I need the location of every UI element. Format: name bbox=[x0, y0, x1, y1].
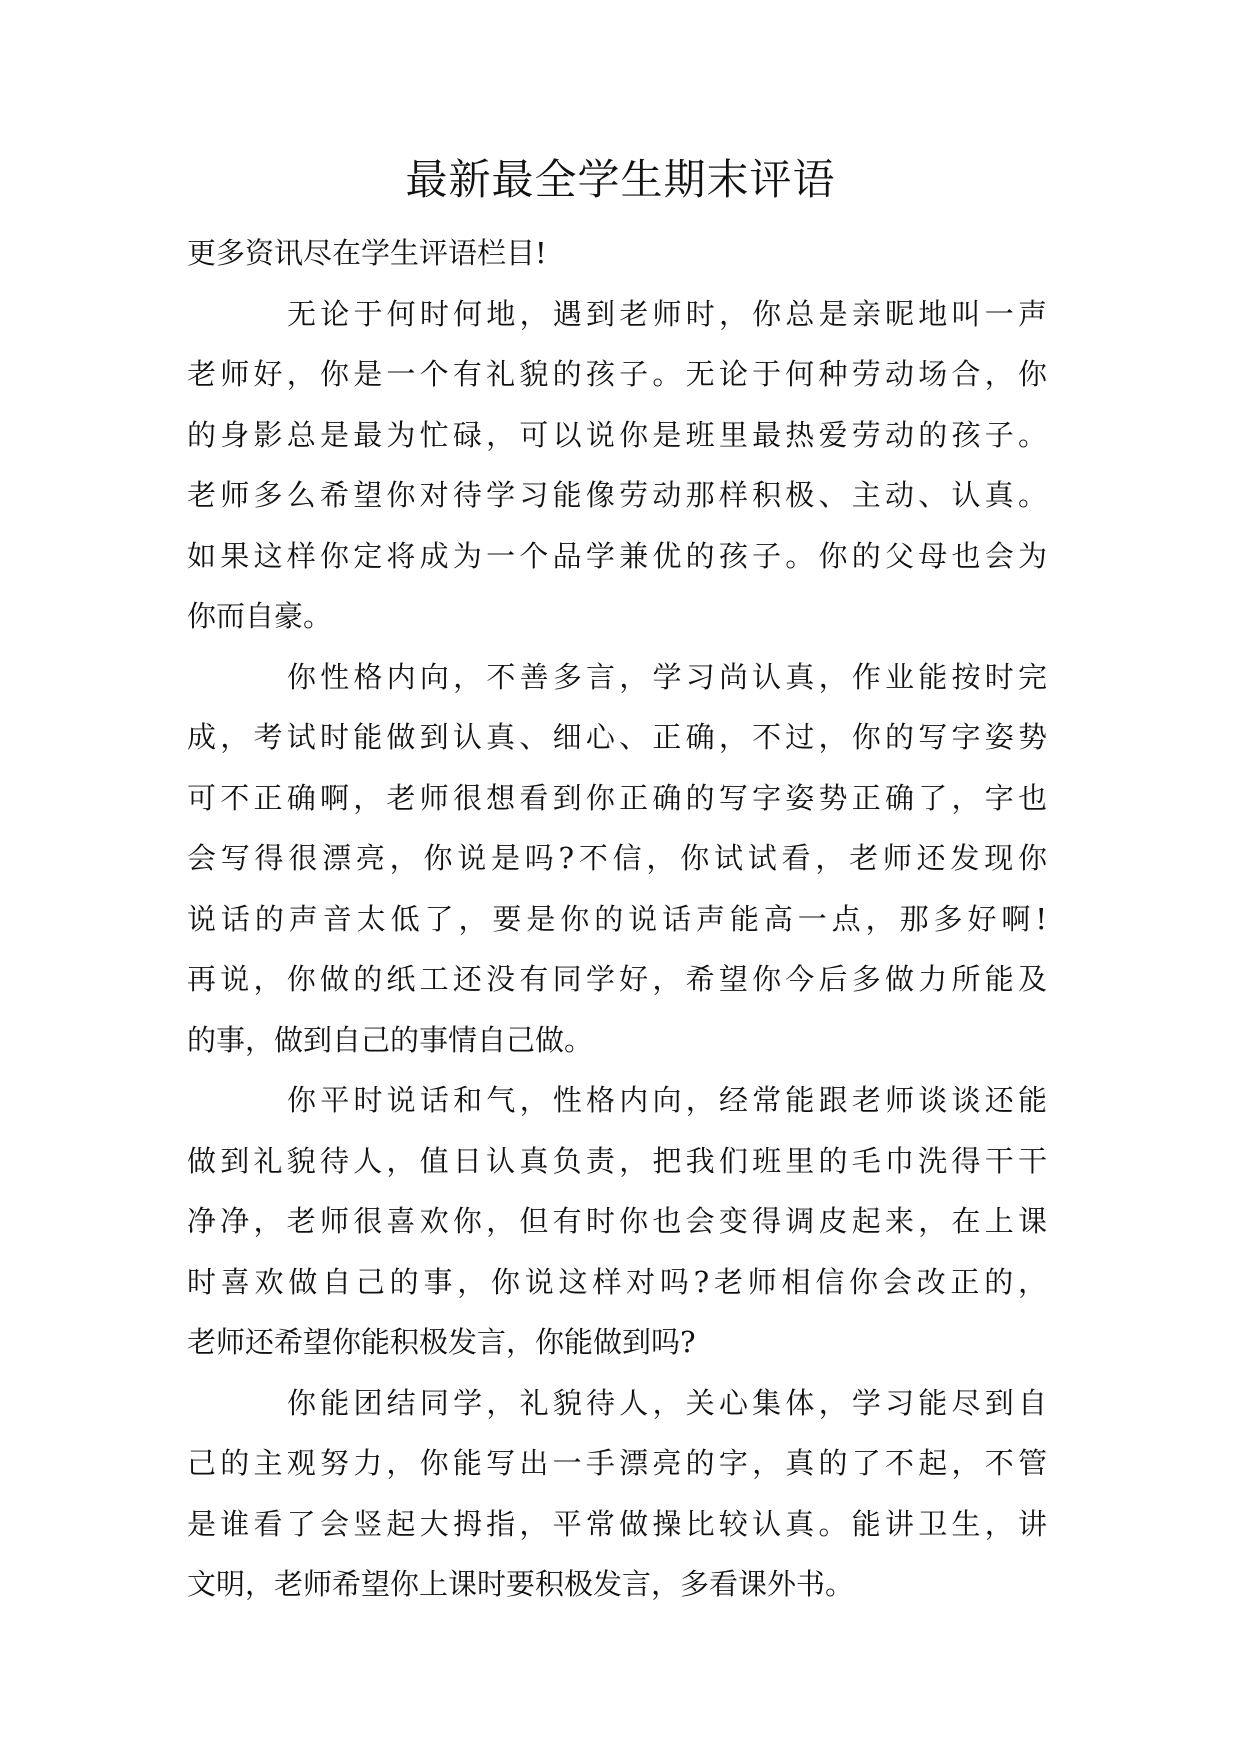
paragraph bbox=[187, 647, 1047, 1071]
paragraph-line: 可不正确啊，老师很想看到你正确的写字姿势正确了，字也 bbox=[187, 780, 1047, 815]
paragraph-line: 你性格内向，不善多言，学习尚认真，作业能按时完 bbox=[287, 659, 1047, 694]
paragraph-line: 说话的声音太低了，要是你的说话声能高一点，那多好啊! bbox=[187, 901, 1047, 936]
paragraph-line: 老师多么希望你对待学习能像劳动那样积极、主动、认真。 bbox=[187, 478, 1047, 512]
document-title: 最新最全学生期末评语 bbox=[405, 155, 836, 204]
paragraph-line: 文明，老师希望你上课时要积极发言，多看课外书。 bbox=[187, 1567, 855, 1601]
paragraph-line: 你而自豪。 bbox=[187, 599, 333, 633]
intro-line: 更多资讯尽在学生评语栏目! bbox=[187, 236, 547, 270]
paragraph-line: 净净，老师很喜欢你，但有时你也会变得调皮起来，在上课 bbox=[187, 1204, 1047, 1238]
paragraph-line: 再说，你做的纸工还没有同学好，希望你今后多做力所能及 bbox=[187, 962, 1047, 996]
paragraph-line: 无论于何时何地，遇到老师时，你总是亲昵地叫一声 bbox=[287, 296, 1047, 331]
paragraph-line: 是谁看了会竖起大拇指，平常做操比较认真。能讲卫生，讲 bbox=[187, 1506, 1047, 1541]
paragraph-line: 会写得很漂亮，你说是吗?不信，你试试看，老师还发现你 bbox=[187, 841, 1047, 875]
paragraph-line: 你能团结同学，礼貌待人，关心集体，学习能尽到自 bbox=[287, 1385, 1047, 1420]
paragraph-line: 老师还希望你能积极发言，你能做到吗? bbox=[187, 1325, 696, 1359]
paragraph-line: 时喜欢做自己的事，你说这样对吗?老师相信你会改正的， bbox=[187, 1264, 1047, 1299]
document-body bbox=[187, 223, 1047, 1615]
paragraph-line: 你平时说话和气，性格内向，经常能跟老师谈谈还能 bbox=[287, 1083, 1047, 1117]
paragraph-line: 老师好，你是一个有礼貌的孩子。无论于何种劳动场合，你 bbox=[187, 357, 1047, 391]
paragraph bbox=[187, 1070, 1047, 1373]
paragraph-line: 如果这样你定将成为一个品学兼优的孩子。你的父母也会为 bbox=[187, 538, 1047, 573]
paragraph-line: 己的主观努力，你能写出一手漂亮的字，真的了不起，不管 bbox=[187, 1446, 1047, 1480]
paragraph-line: 的事，做到自己的事情自己做。 bbox=[187, 1022, 594, 1057]
paragraph bbox=[187, 284, 1047, 647]
paragraph-line: 做到礼貌待人，值日认真负责，把我们班里的毛巾洗得干干 bbox=[187, 1143, 1047, 1178]
paragraph bbox=[187, 1373, 1047, 1615]
paragraph-line: 成，考试时能做到认真、细心、正确，不过，你的写字姿势 bbox=[187, 720, 1047, 754]
paragraph-line: 的身影总是最为忙碌，可以说你是班里最热爱劳动的孩子。 bbox=[187, 417, 1047, 452]
